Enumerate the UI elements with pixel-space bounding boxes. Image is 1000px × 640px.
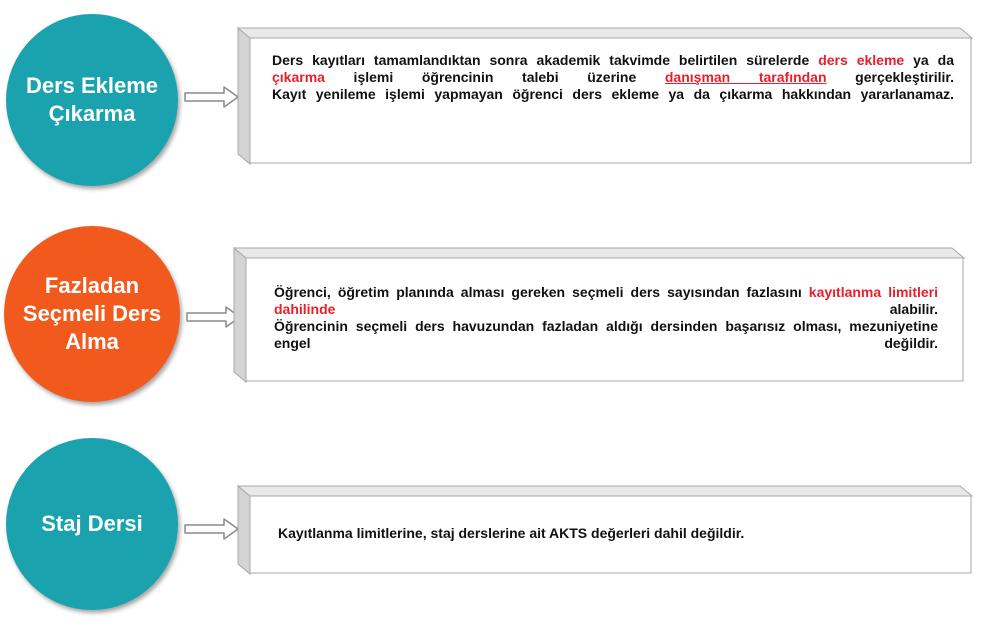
panel-paragraph: Ders kayıtları tamamlandıktan sonra akademik takvimde belirtilen sürelerde ders ekleme ya da çıkarma işlemi öğrencinin talebi üzerine danışman tarafından gerçekleştirilir. xyxy=(272,52,954,85)
circle-line: Seçmeli Ders xyxy=(22,301,162,326)
arrow-right-icon xyxy=(184,518,240,540)
info-panel-ders-ekleme xyxy=(238,28,972,164)
panel-paragraph: Öğrencinin seçmeli ders havuzundan fazladan aldığı dersinden başarısız olması, mezuniyetine engel değildir. xyxy=(274,318,938,351)
panel-paragraph: Öğrenci, öğretim planında alması gereken seçmeli ders sayısından fazlasını kayıtlanma limitleri dahilinde alabilir. xyxy=(274,284,938,317)
circle-line: Fazladan xyxy=(44,273,140,298)
arrow-right-icon xyxy=(184,86,240,108)
circle-ders-ekleme xyxy=(6,14,178,186)
panel-paragraph: Kayıtlanma limitlerine, staj derslerine ait AKTS değerleri dahil değildir. xyxy=(278,525,745,541)
circle-line: Staj Dersi xyxy=(41,511,143,536)
circle-staj-dersi xyxy=(6,438,178,610)
circle-line: Ders Ekleme xyxy=(25,73,159,98)
info-panel-staj-dersi xyxy=(238,486,972,574)
circle-line: Çıkarma xyxy=(48,101,136,126)
circle-line: Alma xyxy=(65,329,119,354)
circle-fazladan-secmeli xyxy=(4,226,180,402)
panel-paragraph: Kayıt yenileme işlemi yapmayan öğrenci ders ekleme ya da çıkarma hakkından yararlanamaz. xyxy=(272,86,954,102)
info-panel-fazladan-secmeli xyxy=(234,248,964,382)
